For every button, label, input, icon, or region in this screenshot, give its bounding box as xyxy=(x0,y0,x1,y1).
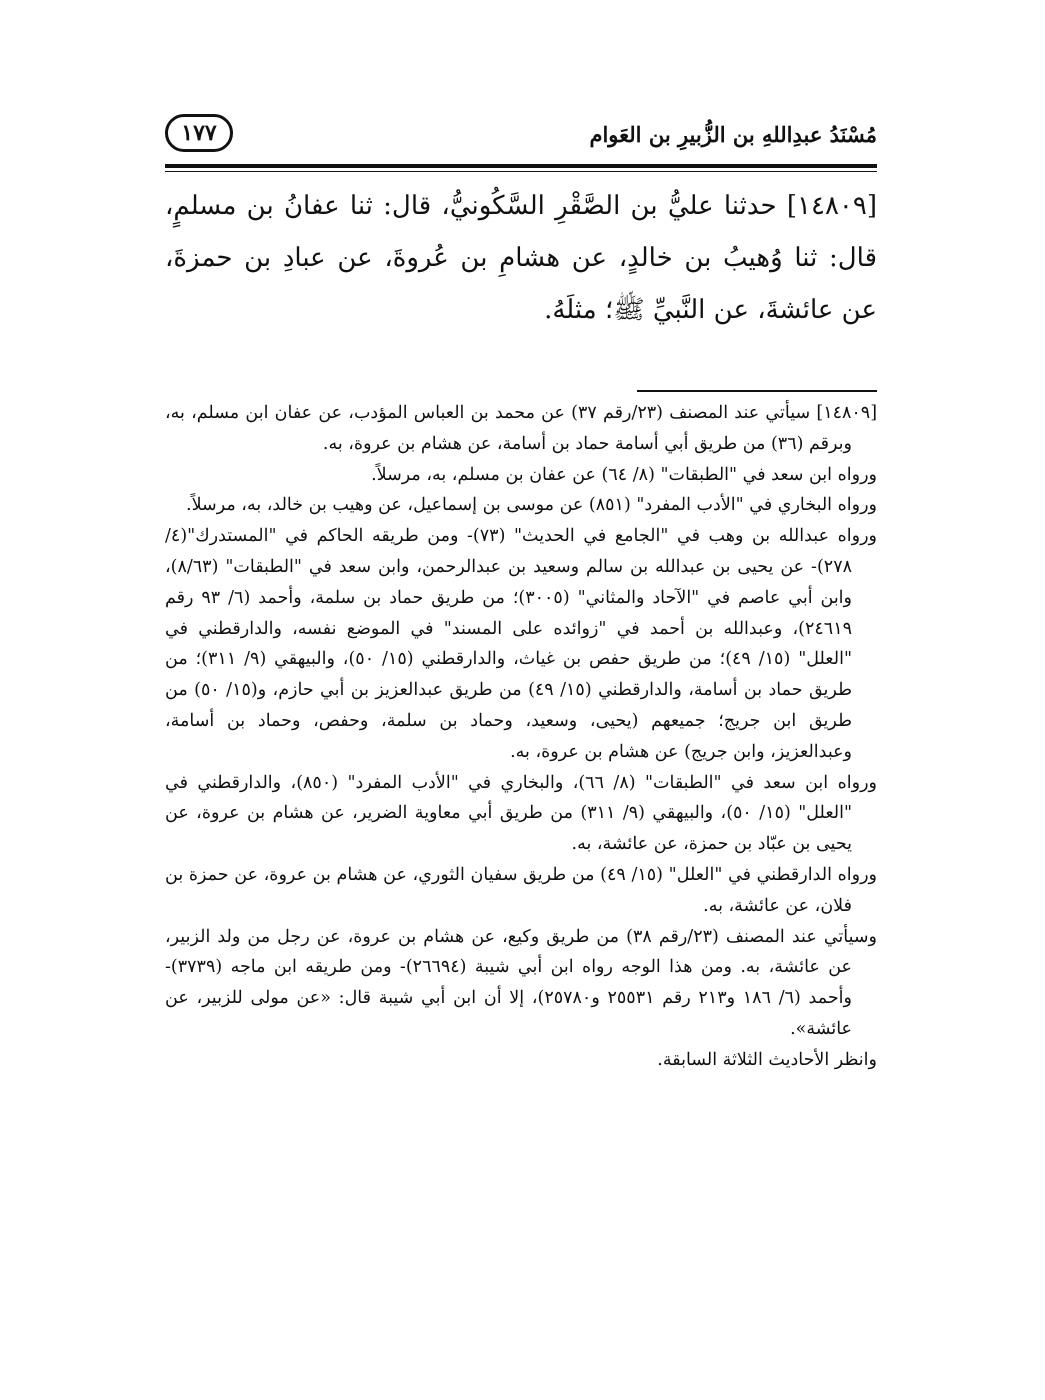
hadith-text: [١٤٨٠٩] حدثنا عليُّ بن الصَّقْرِ السَّكُونيُّ، قال: ثنا عفانُ بن مسلمٍ، قال: ثنا وُهيبُ بن خالدٍ، عن هشامِ بن عُروةَ، عن عبادِ بن حمزةَ، عن عائشةَ، عن النَّبيِّ ﷺ؛ مثلَهُ. xyxy=(165,191,877,325)
footnote-paragraph: ورواه البخاري في "الأدب المفرد" (٨٥١) عن موسى بن إسماعيل، عن وهيب بن خالد، به، مرسلاً. xyxy=(186,495,877,516)
footnote-paragraph: ورواه عبدالله بن وهب في "الجامع في الحديث" (٧٣)- ومن طريقه الحاكم في "المستدرك"(٤/ ٢٧٨)- عن يحيى بن عبدالله بن سالم وسعيد بن عبدالرحمن، وابن سعد في "الطبقات" (٨/٦٣)، وابن أبي عاصم في "الآحاد والمثاني" (٣٠٠٥)؛ من طريق حماد بن سلمة، وأحمد (٦/ ٩٣ رقم ٢٤٦١٩)، وعبدالله بن أحمد في "زوائده على المسند" في الموضع نفسه، والدارقطني في "العلل" (١٥/ ٤٩)؛ من طريق حفص بن غياث، والدارقطني (١٥/ ٥٠)، والبيهقي (٩/ ٣١١)؛ من طريق حماد بن أسامة، والدارقطني (١٥/ ٤٩) من طريق عبدالعزيز بن أبي حازم، و(١٥/ ٥٠) من طريق ابن جريج؛ جميعهم (يحيى، وسعيد، وحماد بن سلمة، وحفص، وحماد بن أسامة، وعبدالعزيز، وابن جريج) عن هشام بن عروة، به. xyxy=(165,526,877,762)
footnote-separator xyxy=(637,390,877,392)
header-rule-thick xyxy=(165,164,877,168)
footnotes xyxy=(165,398,877,1076)
page-number: ١٧٧ xyxy=(165,114,233,152)
footnote-paragraph: وانظر الأحاديث الثلاثة السابقة. xyxy=(657,1049,877,1070)
running-title: مُسْنَدُ عبدِاللهِ بن الزُّبيرِ بن العَوام xyxy=(589,122,877,147)
page-header xyxy=(165,108,877,158)
footnote-paragraph: ورواه ابن سعد في "الطبقات" (٨/ ٦٦)، والبخاري في "الأدب المفرد" (٨٥٠)، والدارقطني في "العلل" (١٥/ ٥٠)، والبيهقي (٩/ ٣١١) من طريق أبي معاوية الضرير، عن هشام بن عروة، عن يحيى بن عبّاد بن حمزة، عن عائشة، به. xyxy=(165,772,877,855)
footnote-paragraph: [١٤٨٠٩] سيأتي عند المصنف (٢٣/رقم ٣٧) عن محمد بن العباس المؤدب، عن عفان ابن مسلم، به، وبرقم (٣٦) من طريق أبي أسامة حماد بن أسامة، عن هشام بن عروة، به. xyxy=(165,403,878,454)
header-rule-thin xyxy=(165,171,877,172)
footnote-paragraph: ورواه ابن سعد في "الطبقات" (٨/ ٦٤) عن عفان بن مسلم، به، مرسلاً. xyxy=(371,464,877,485)
footnote-paragraph: وسيأتي عند المصنف (٢٣/رقم ٣٨) من طريق وكيع، عن هشام بن عروة، عن رجل من ولد الزبير، عن عائشة، به. ومن هذا الوجه رواه ابن أبي شيبة (٢٦٦٩٤)- ومن طريقه ابن ماجه (٣٧٣٩)- وأحمد (٦/ ١٨٦ و٢١٣ رقم ٢٥٥٣١ و٢٥٧٨٠)، إلا أن ابن أبي شيبة قال: «عن مولى للزبير، عن عائشة». xyxy=(165,926,878,1039)
footnote-paragraph: ورواه الدارقطني في "العلل" (١٥/ ٤٩) من طريق سفيان الثوري، عن هشام بن عروة، عن حمزة بن فلان، عن عائشة، به. xyxy=(165,864,877,916)
